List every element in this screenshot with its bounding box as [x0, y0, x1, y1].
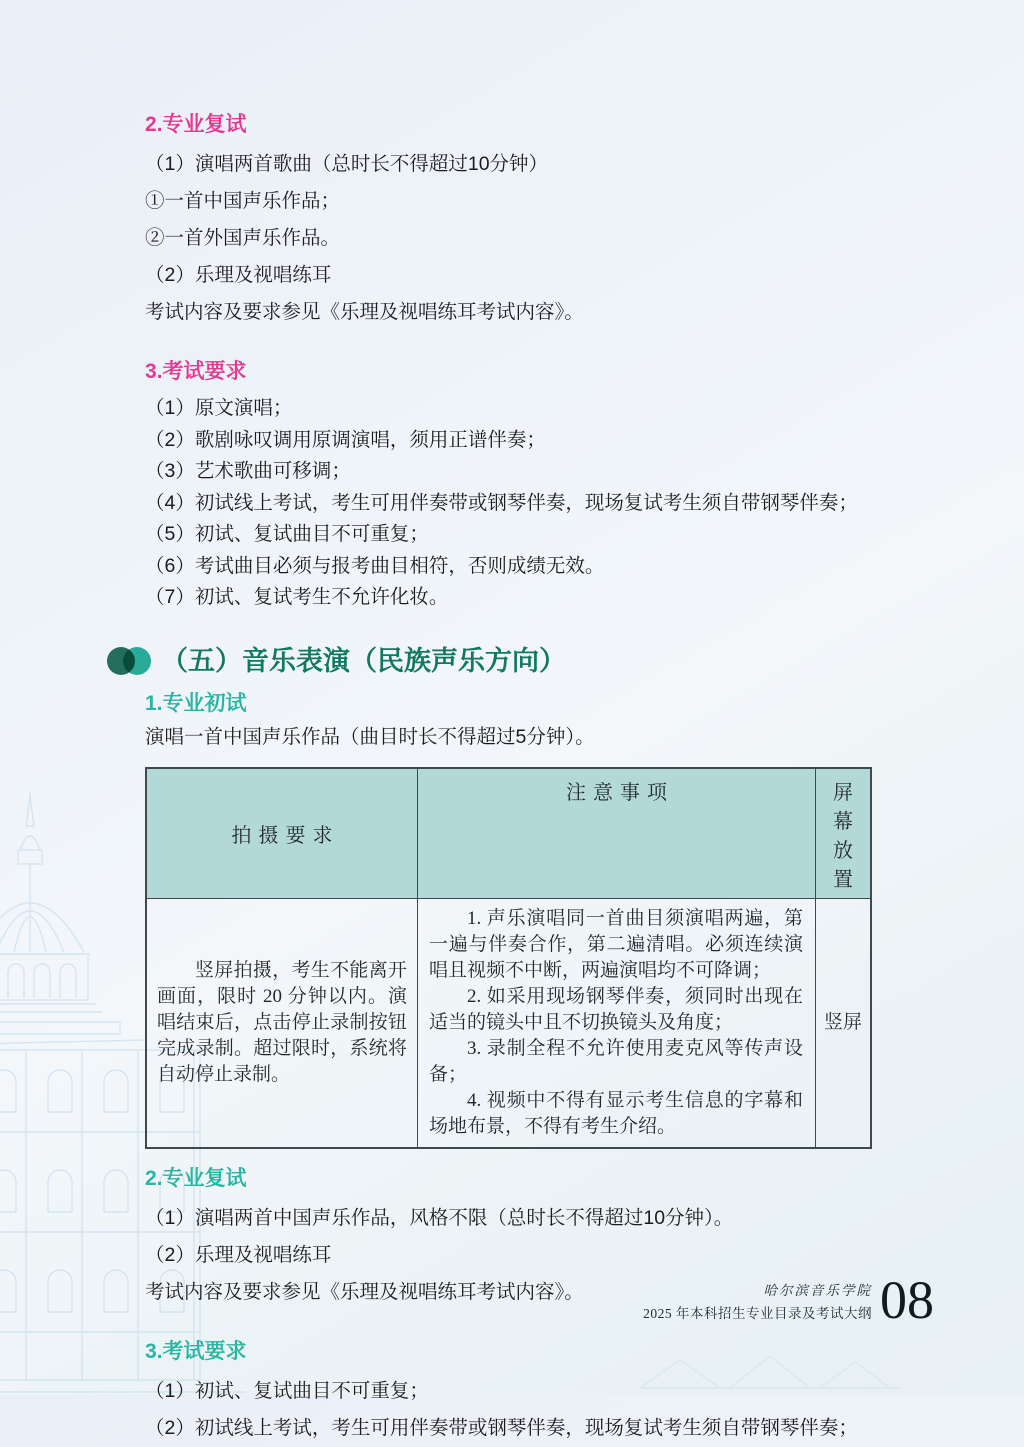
footer-meta: [643, 1279, 872, 1322]
requirements-heading: 3.考试要求: [145, 1339, 247, 1363]
retest-top-list: [145, 146, 887, 331]
list-item: （1）原文演唱；: [145, 397, 293, 419]
footer-school-name: 哈尔滨音乐学院: [763, 1282, 872, 1298]
column-header-shooting: 拍摄要求: [146, 768, 418, 899]
list-item: （1）演唱两首中国声乐作品，风格不限（总时长不得超过10分钟）。: [145, 1206, 734, 1229]
list-item: （1）演唱两首歌曲（总时长不得超过10分钟）: [145, 153, 549, 175]
table-row: [146, 898, 871, 1148]
table-header-row: [146, 768, 871, 899]
section-title: （五）音乐表演（民族声乐方向）: [161, 645, 566, 676]
list-item: （3）艺术歌曲可移调；: [145, 460, 351, 482]
note-item: 4. 视频中不得有显示考生信息的字幕和场地布景，不得有考生介绍。: [429, 1089, 803, 1137]
section-five-header: [107, 644, 887, 678]
shooting-requirements-text: 竖屏拍摄，考生不能离开画面，限时 20 分钟以内。演唱结束后，点击停止录制按钮完成录制。超过限时，系统将自动停止录制。: [157, 959, 407, 1085]
list-item: 考试内容及要求参见《乐理及视唱练耳考试内容》。: [145, 1280, 584, 1303]
exam-requirements-table: [145, 767, 872, 1149]
requirements-top-heading: 3.考试要求: [145, 360, 247, 383]
notes-cell: [418, 898, 816, 1148]
first-test-line: 演唱一首中国声乐作品（曲目时长不得超过5分钟）。: [145, 725, 595, 748]
requirements-top-list: [145, 393, 887, 614]
list-item: （1）初试、复试曲目不可重复；: [145, 1379, 429, 1402]
page-footer: [643, 1270, 934, 1330]
list-item: 考试内容及要求参见《乐理及视唱练耳考试内容》。: [145, 301, 584, 323]
retest-heading: 2.专业复试: [145, 1166, 247, 1190]
screen-placement-cell: 竖屏: [816, 898, 872, 1148]
list-item: （2）初试线上考试，考生可用伴奏带或钢琴伴奏，现场复试考生须自带钢琴伴奏；: [145, 1416, 858, 1439]
list-item: （2）乐理及视唱练耳: [145, 1243, 332, 1266]
page-number: 08: [880, 1270, 934, 1330]
note-item: 2. 如采用现场钢琴伴奏，须同时出现在适当的镜头中且不切换镜头及角度；: [429, 985, 803, 1033]
list-item: （6）考试曲目必须与报考曲目相符，否则成绩无效。: [145, 554, 605, 577]
section-bullet-icon: [107, 647, 153, 675]
list-item: （7）初试、复试考生不允许化妆。: [145, 586, 449, 608]
list-item: （5）初试、复试曲目不可重复；: [145, 523, 429, 545]
document-body: [145, 110, 887, 1447]
footer-subtitle: 2025 年本科招生专业目录及考试大纲: [643, 1305, 872, 1321]
shooting-requirements-cell: [146, 898, 418, 1148]
column-header-screen: 屏幕放置: [816, 768, 872, 899]
list-item: （4）初试线上考试，考生可用伴奏带或钢琴伴奏，现场复试考生须自带钢琴伴奏；: [145, 491, 858, 514]
column-header-notes: 注意事项: [418, 768, 816, 899]
note-item: 1. 声乐演唱同一首曲目须演唱两遍，第一遍与伴奏合作，第二遍清唱。必须连续演唱且视频不中断，两遍演唱均不可降调；: [429, 907, 803, 981]
retest-top-heading: 2.专业复试: [145, 113, 247, 136]
note-item: 3. 录制全程不允许使用麦克风等传声设备；: [429, 1037, 803, 1085]
list-item: （2）乐理及视唱练耳: [145, 264, 332, 286]
requirements-list: [145, 1373, 887, 1447]
list-item: ①一首中国声乐作品；: [145, 190, 341, 212]
list-item: （2）歌剧咏叹调用原调演唱，须用正谱伴奏；: [145, 428, 546, 451]
list-item: ②一首外国声乐作品。: [145, 227, 341, 249]
first-test-heading: 1.专业初试: [145, 691, 247, 715]
